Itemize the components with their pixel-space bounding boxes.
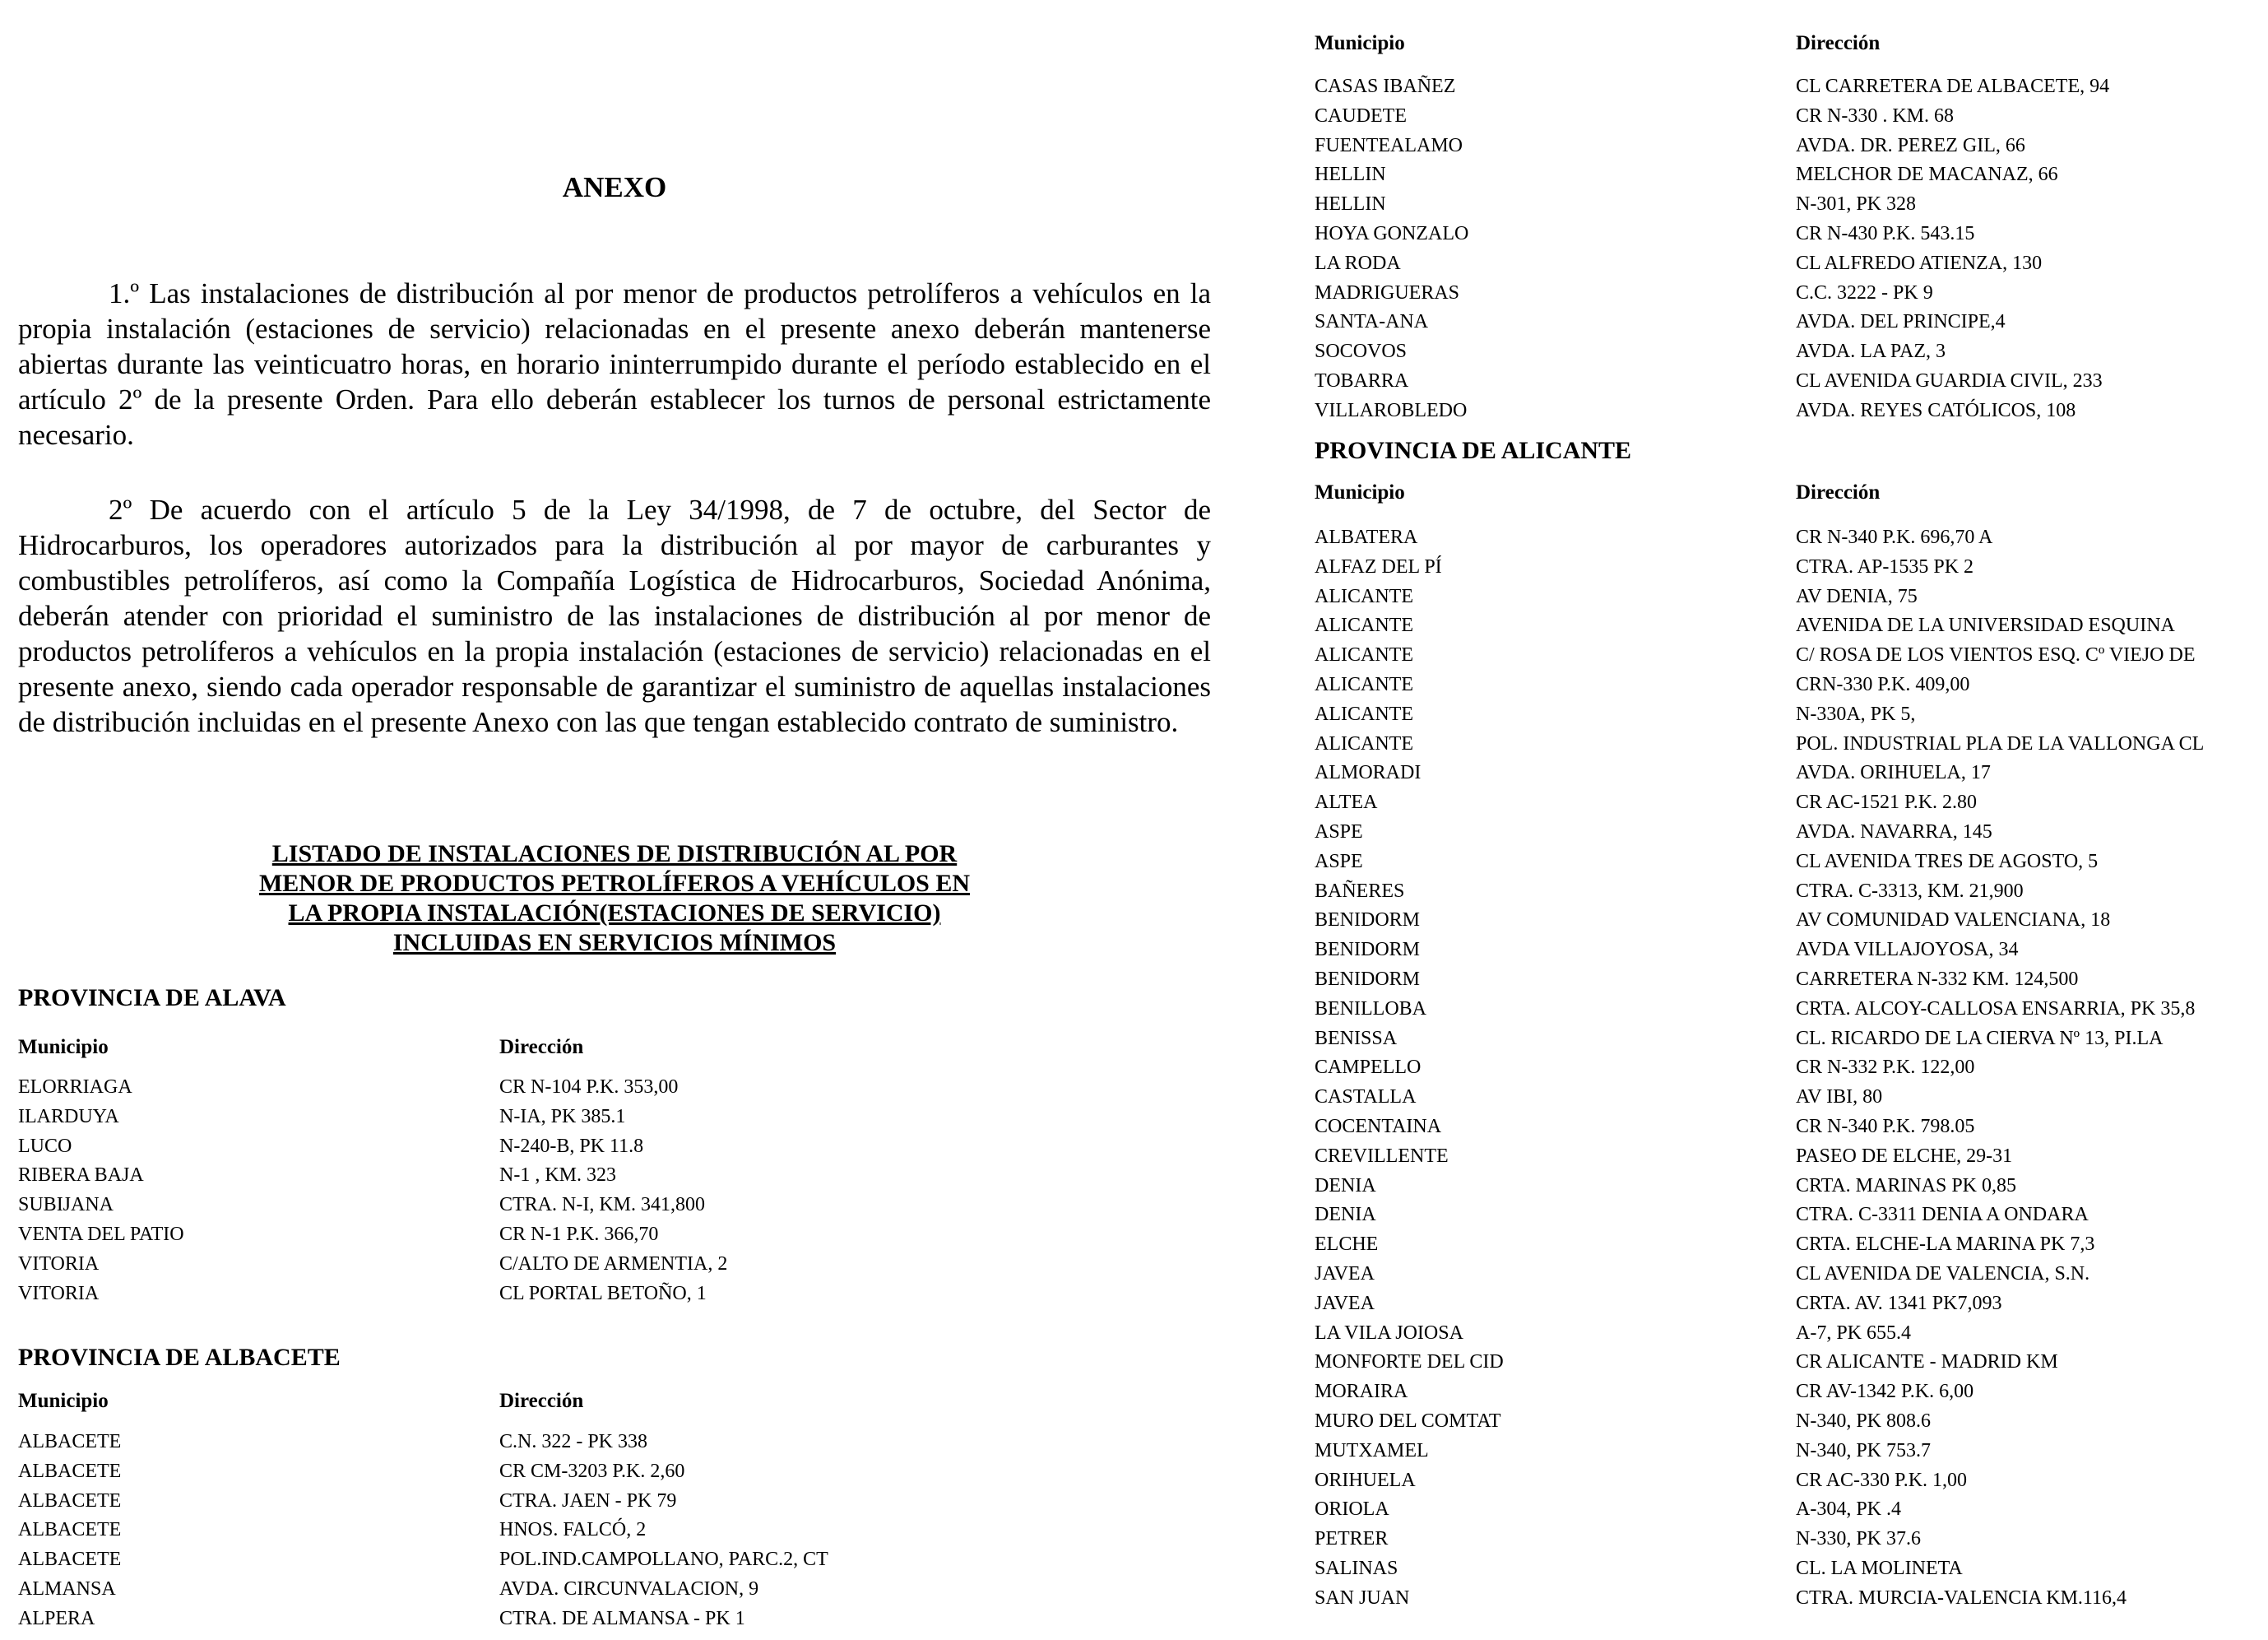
municipio-cell: ALBACETE — [18, 1519, 122, 1541]
direccion-cell: AVDA. DR. PEREZ GIL, 66 — [1796, 134, 2025, 156]
header-municipio: Municipio — [1315, 32, 1405, 54]
table-row — [1315, 1083, 2236, 1113]
municipio-cell: BENILLOBA — [1315, 997, 1426, 1020]
list-title-line: INCLUIDAS EN SERVICIOS MÍNIMOS — [392, 929, 837, 956]
direccion-cell: N-IA, PK 385.1 — [499, 1105, 626, 1127]
municipio-cell: BAÑERES — [1315, 880, 1405, 902]
municipio-cell: ALPERA — [18, 1607, 95, 1629]
table-row — [18, 1132, 939, 1162]
municipio-cell: DENIA — [1315, 1174, 1376, 1196]
table-row — [18, 1073, 939, 1103]
direccion-cell: PASEO DE ELCHE, 29-31 — [1796, 1145, 2013, 1167]
direccion-cell: CRTA. ELCHE-LA MARINA PK 7,3 — [1796, 1233, 2095, 1256]
direccion-cell: AVDA. ORIHUELA, 17 — [1796, 762, 1991, 784]
municipio-cell: HOYA GONZALO — [1315, 222, 1469, 244]
direccion-cell: C/ ROSA DE LOS VIENTOS ESQ. Cº VIEJO DE — [1796, 644, 2196, 667]
header-direccion: Dirección — [1796, 32, 1881, 54]
header-municipio: Municipio — [18, 1390, 109, 1412]
paragraph-1: 1.º Las instalaciones de distribución al por menor de productos petrolíferos a vehículos en la propia instalación (estaciones de servicio) relacionadas en el presente anexo deberán mantenerse abiertas durante las veinticuatro horas, en horario ininterrumpido durante el período establecido en el artículo 2º de la presente Orden. Para ello deberán establecer los turnos de personal estrictamente necesario. — [18, 277, 1211, 451]
direccion-cell: AV IBI, 80 — [1796, 1086, 1883, 1108]
municipio-cell: MONFORTE DEL CID — [1315, 1351, 1504, 1373]
table-row — [1315, 730, 2236, 760]
municipio-cell: HELLIN — [1315, 193, 1386, 216]
municipio-cell: ASPE — [1315, 850, 1363, 872]
direccion-cell: CR CM-3203 P.K. 2,60 — [499, 1460, 685, 1482]
municipio-cell: ALTEA — [1315, 792, 1378, 814]
municipio-cell: ORIOLA — [1315, 1498, 1389, 1521]
direccion-cell: CTRA. JAEN - PK 79 — [499, 1489, 677, 1512]
table-albacete — [18, 1428, 939, 1634]
table-albacete-cont — [1315, 72, 2236, 426]
list-title — [146, 839, 1083, 958]
municipio-cell: ALICANTE — [1315, 673, 1413, 695]
table-row — [1315, 1142, 2236, 1172]
direccion-cell: CR N-1 P.K. 366,70 — [499, 1223, 659, 1245]
direccion-cell: CTRA. AP-1535 PK 2 — [1796, 555, 1974, 578]
direccion-cell: CL PORTAL BETOÑO, 1 — [499, 1282, 707, 1304]
municipio-cell: CAMPELLO — [1315, 1057, 1422, 1079]
table-row — [1315, 818, 2236, 848]
municipio-cell: HELLIN — [1315, 164, 1386, 186]
direccion-cell: CR N-330 . KM. 68 — [1796, 105, 1955, 127]
municipio-cell: LA VILA JOIOSA — [1315, 1322, 1463, 1344]
table-row — [1315, 1495, 2236, 1525]
municipio-cell: SAN JUAN — [1315, 1587, 1410, 1609]
province-title-alicante: PROVINCIA DE ALICANTE — [1315, 437, 1632, 464]
direccion-cell: N-340, PK 753.7 — [1796, 1439, 1932, 1461]
table-row — [18, 1575, 939, 1605]
municipio-cell: SALINAS — [1315, 1557, 1398, 1579]
direccion-cell: CR AC-330 P.K. 1,00 — [1796, 1469, 1968, 1491]
direccion-cell: A-7, PK 655.4 — [1796, 1322, 1912, 1344]
direccion-cell: AV DENIA, 75 — [1796, 585, 1918, 607]
municipio-cell: TOBARRA — [1315, 369, 1409, 392]
direccion-cell: CR N-340 P.K. 798.05 — [1796, 1115, 1975, 1137]
direccion-cell: CRN-330 P.K. 409,00 — [1796, 673, 1970, 695]
header-direccion: Dirección — [1796, 481, 1881, 504]
table-row — [1315, 337, 2236, 367]
direccion-cell: AVDA. REYES CATÓLICOS, 108 — [1796, 399, 2076, 421]
direccion-cell: C.C. 3222 - PK 9 — [1796, 281, 1933, 304]
direccion-cell: AVDA. CIRCUNVALACION, 9 — [499, 1577, 759, 1600]
table-row — [1315, 1348, 2236, 1378]
direccion-cell: N-330A, PK 5, — [1796, 703, 1916, 725]
table-row — [18, 1487, 939, 1517]
direccion-cell: CR N-332 P.K. 122,00 — [1796, 1057, 1975, 1079]
direccion-cell: CRTA. ALCOY-CALLOSA ENSARRIA, PK 35,8 — [1796, 997, 2196, 1020]
table-row — [1315, 160, 2236, 190]
municipio-cell: ILARDUYA — [18, 1105, 119, 1127]
municipio-cell: SUBIJANA — [18, 1194, 114, 1216]
municipio-cell: DENIA — [1315, 1204, 1376, 1226]
table-row — [1315, 249, 2236, 279]
table-row — [1315, 1319, 2236, 1349]
municipio-cell: MUTXAMEL — [1315, 1439, 1429, 1461]
municipio-cell: VITORIA — [18, 1282, 100, 1304]
direccion-cell: POL. INDUSTRIAL PLA DE LA VALLONGA CL — [1796, 732, 2205, 755]
direccion-cell: CTRA. DE ALMANSA - PK 1 — [499, 1607, 745, 1629]
direccion-cell: CR N-104 P.K. 353,00 — [499, 1076, 679, 1098]
table-row — [1315, 788, 2236, 818]
table-row — [1315, 1407, 2236, 1437]
municipio-cell: MURO DEL COMTAT — [1315, 1410, 1501, 1432]
municipio-cell: RIBERA BAJA — [18, 1164, 144, 1187]
municipio-cell: ALICANTE — [1315, 585, 1413, 607]
header-municipio: Municipio — [1315, 481, 1405, 504]
municipio-cell: ALBACETE — [18, 1431, 122, 1452]
direccion-cell: CTRA. N-I, KM. 341,800 — [499, 1194, 705, 1216]
municipio-cell: BENIDORM — [1315, 939, 1421, 961]
direccion-cell: CR ALICANTE - MADRID KM — [1796, 1351, 2058, 1373]
list-title-line: LA PROPIA INSTALACIÓN(ESTACIONES DE SERVICIO) — [288, 899, 941, 927]
province-title-albacete: PROVINCIA DE ALBACETE — [18, 1344, 341, 1371]
header-direccion: Dirección — [499, 1390, 584, 1412]
table-row — [1315, 1378, 2236, 1407]
table-row — [1315, 877, 2236, 907]
direccion-cell: HNOS. FALCÓ, 2 — [499, 1519, 647, 1541]
municipio-cell: CASAS IBAÑEZ — [1315, 76, 1456, 97]
direccion-cell: AV COMUNIDAD VALENCIANA, 18 — [1796, 909, 2111, 932]
direccion-cell: CR N-340 P.K. 696,70 A — [1796, 527, 1993, 548]
table-row — [1315, 1525, 2236, 1554]
direccion-cell: AVENIDA DE LA UNIVERSIDAD ESQUINA — [1796, 615, 2175, 637]
direccion-cell: CL AVENIDA TRES DE AGOSTO, 5 — [1796, 850, 2099, 872]
table-row — [1315, 965, 2236, 995]
direccion-cell: N-330, PK 37.6 — [1796, 1528, 1922, 1550]
municipio-cell: ALBATERA — [1315, 527, 1418, 548]
municipio-cell: ALICANTE — [1315, 703, 1413, 725]
municipio-cell: ORIHUELA — [1315, 1469, 1416, 1491]
table-row — [18, 1545, 939, 1575]
municipio-cell: ALBACETE — [18, 1549, 122, 1571]
table-row — [1315, 279, 2236, 309]
header-direccion: Dirección — [499, 1036, 584, 1058]
table-row — [1315, 72, 2236, 102]
direccion-cell: CL AVENIDA GUARDIA CIVIL, 233 — [1796, 369, 2103, 392]
direccion-cell: AVDA. NAVARRA, 145 — [1796, 820, 1992, 843]
table-row — [1315, 190, 2236, 220]
table-row — [1315, 102, 2236, 132]
direccion-cell: CL ALFREDO ATIENZA, 130 — [1796, 252, 2043, 274]
table-row — [1315, 367, 2236, 397]
table-row — [1315, 1466, 2236, 1496]
municipio-cell: PETRER — [1315, 1528, 1389, 1550]
table-row — [1315, 1024, 2236, 1054]
table-row — [1315, 1260, 2236, 1289]
table-row — [1315, 523, 2236, 553]
direccion-cell: N-301, PK 328 — [1796, 193, 1917, 216]
municipio-cell: BENIDORM — [1315, 968, 1421, 990]
direccion-cell: AVDA. LA PAZ, 3 — [1796, 341, 1946, 363]
municipio-cell: SANTA-ANA — [1315, 311, 1429, 333]
table-row — [1315, 397, 2236, 426]
municipio-cell: LUCO — [18, 1135, 72, 1157]
direccion-cell: N-340, PK 808.6 — [1796, 1410, 1932, 1432]
table-row — [18, 1428, 939, 1457]
direccion-cell: N-1 , KM. 323 — [499, 1164, 616, 1187]
direccion-cell: CL CARRETERA DE ALBACETE, 94 — [1796, 76, 2110, 97]
direccion-cell: POL.IND.CAMPOLLANO, PARC.2, CT — [499, 1549, 828, 1571]
table-row — [18, 1457, 939, 1487]
municipio-cell: ASPE — [1315, 820, 1363, 843]
municipio-cell: JAVEA — [1315, 1262, 1375, 1285]
municipio-cell: SOCOVOS — [1315, 341, 1408, 363]
direccion-cell: A-304, PK .4 — [1796, 1498, 1902, 1521]
municipio-cell: ALMANSA — [18, 1577, 116, 1600]
municipio-cell: CREVILLENTE — [1315, 1145, 1449, 1167]
table-row — [1315, 1172, 2236, 1201]
direccion-cell: CTRA. C-3311 DENIA A ONDARA — [1796, 1204, 2089, 1226]
municipio-cell: ALBACETE — [18, 1460, 122, 1482]
table-row — [1315, 308, 2236, 337]
table-alicante — [1315, 523, 2236, 1613]
table-row — [18, 1250, 939, 1280]
municipio-cell: VITORIA — [18, 1252, 100, 1275]
table-row — [1315, 132, 2236, 161]
municipio-cell: ALMORADI — [1315, 762, 1422, 784]
table-row — [18, 1161, 939, 1191]
municipio-cell: ELCHE — [1315, 1233, 1379, 1256]
table-row — [18, 1280, 939, 1309]
table-row — [1315, 995, 2236, 1024]
table-row — [1315, 1053, 2236, 1083]
municipio-cell: CAUDETE — [1315, 105, 1407, 127]
table-row — [1315, 936, 2236, 965]
direccion-cell: CR AV-1342 P.K. 6,00 — [1796, 1381, 1974, 1403]
municipio-cell: ELORRIAGA — [18, 1076, 132, 1098]
table-row — [18, 1103, 939, 1132]
direccion-cell: CTRA. MURCIA-VALENCIA KM.116,4 — [1796, 1587, 2127, 1609]
paragraph-2: 2º De acuerdo con el artículo 5 de la Ley 34/1998, de 7 de octubre, del Sector de Hidrocarburos, los operadores autorizados para la distribución al por mayor de carburantes y combustibles petrolíferos, así como la Compañía Logística de Hidrocarburos, Sociedad Anónima, deberán atender con prioridad el suministro de las instalaciones de distribución al por menor de productos petrolíferos a vehículos en la propia instalación (estaciones de servicio) relacionadas en el presente anexo, siendo cada operador responsable de garantizar el suministro de aquellas instalaciones de distribución incluidas en el presente Anexo con las que tengan establecido contrato de suministro. — [18, 494, 1211, 738]
table-row — [1315, 671, 2236, 700]
table-row — [1315, 1113, 2236, 1142]
direccion-cell: CL. LA MOLINETA — [1796, 1557, 1963, 1579]
table-row — [18, 1220, 939, 1250]
table-row — [1315, 611, 2236, 641]
direccion-cell: CR AC-1521 P.K. 2.80 — [1796, 792, 1978, 814]
header-municipio: Municipio — [18, 1036, 109, 1058]
municipio-cell: MORAIRA — [1315, 1381, 1408, 1403]
annex-title: ANEXO — [562, 171, 667, 203]
municipio-cell: BENIDORM — [1315, 909, 1421, 932]
municipio-cell: LA RODA — [1315, 252, 1401, 274]
direccion-cell: C.N. 322 - PK 338 — [499, 1431, 648, 1452]
table-row — [1315, 848, 2236, 877]
table-row — [1315, 1230, 2236, 1260]
municipio-cell: MADRIGUERAS — [1315, 281, 1460, 304]
table-row — [1315, 220, 2236, 249]
direccion-cell: MELCHOR DE MACANAZ, 66 — [1796, 164, 2058, 186]
municipio-cell: ALBACETE — [18, 1489, 122, 1512]
direccion-cell: N-240-B, PK 11.8 — [499, 1135, 644, 1157]
table-row — [1315, 906, 2236, 936]
table-row — [1315, 1554, 2236, 1584]
table-row — [18, 1516, 939, 1545]
table-row — [1315, 759, 2236, 788]
direccion-cell: CRTA. MARINAS PK 0,85 — [1796, 1174, 2017, 1196]
table-row — [1315, 553, 2236, 583]
table-row — [1315, 1289, 2236, 1319]
municipio-cell: CASTALLA — [1315, 1086, 1417, 1108]
list-title-line: LISTADO DE INSTALACIONES DE DISTRIBUCIÓN AL POR — [271, 840, 958, 867]
municipio-cell: ALFAZ DEL PÍ — [1315, 555, 1442, 578]
municipio-cell: VENTA DEL PATIO — [18, 1223, 184, 1245]
table-row — [1315, 583, 2236, 612]
direccion-cell: AVDA VILLAJOYOSA, 34 — [1796, 939, 2019, 961]
municipio-cell: ALICANTE — [1315, 615, 1413, 637]
direccion-cell: C/ALTO DE ARMENTIA, 2 — [499, 1252, 728, 1275]
direccion-cell: CR N-430 P.K. 543.15 — [1796, 222, 1975, 244]
direccion-cell: CTRA. C-3313, KM. 21,900 — [1796, 880, 2024, 902]
table-row — [1315, 1201, 2236, 1230]
list-title-line: MENOR DE PRODUCTOS PETROLÍFEROS A VEHÍCULOS EN — [258, 870, 971, 897]
direccion-cell: AVDA. DEL PRINCIPE,4 — [1796, 311, 2006, 333]
municipio-cell: JAVEA — [1315, 1292, 1375, 1314]
direccion-cell: CRTA. AV. 1341 PK7,093 — [1796, 1292, 2002, 1314]
direccion-cell: CARRETERA N-332 KM. 124,500 — [1796, 968, 2079, 990]
table-row — [18, 1605, 939, 1634]
table-row — [1315, 1437, 2236, 1466]
municipio-cell: ALICANTE — [1315, 644, 1413, 667]
table-row — [1315, 700, 2236, 730]
province-title-alava: PROVINCIA DE ALAVA — [18, 984, 286, 1011]
municipio-cell: BENISSA — [1315, 1027, 1398, 1049]
table-row — [1315, 641, 2236, 671]
municipio-cell: ALICANTE — [1315, 732, 1413, 755]
direccion-cell: CL AVENIDA DE VALENCIA, S.N. — [1796, 1262, 2090, 1285]
table-alava — [18, 1073, 939, 1308]
municipio-cell: FUENTEALAMO — [1315, 134, 1463, 156]
table-row — [1315, 1584, 2236, 1614]
municipio-cell: COCENTAINA — [1315, 1115, 1442, 1137]
municipio-cell: VILLAROBLEDO — [1315, 399, 1468, 421]
direccion-cell: CL. RICARDO DE LA CIERVA Nº 13, PI.LA — [1796, 1027, 2164, 1049]
table-row — [18, 1191, 939, 1220]
